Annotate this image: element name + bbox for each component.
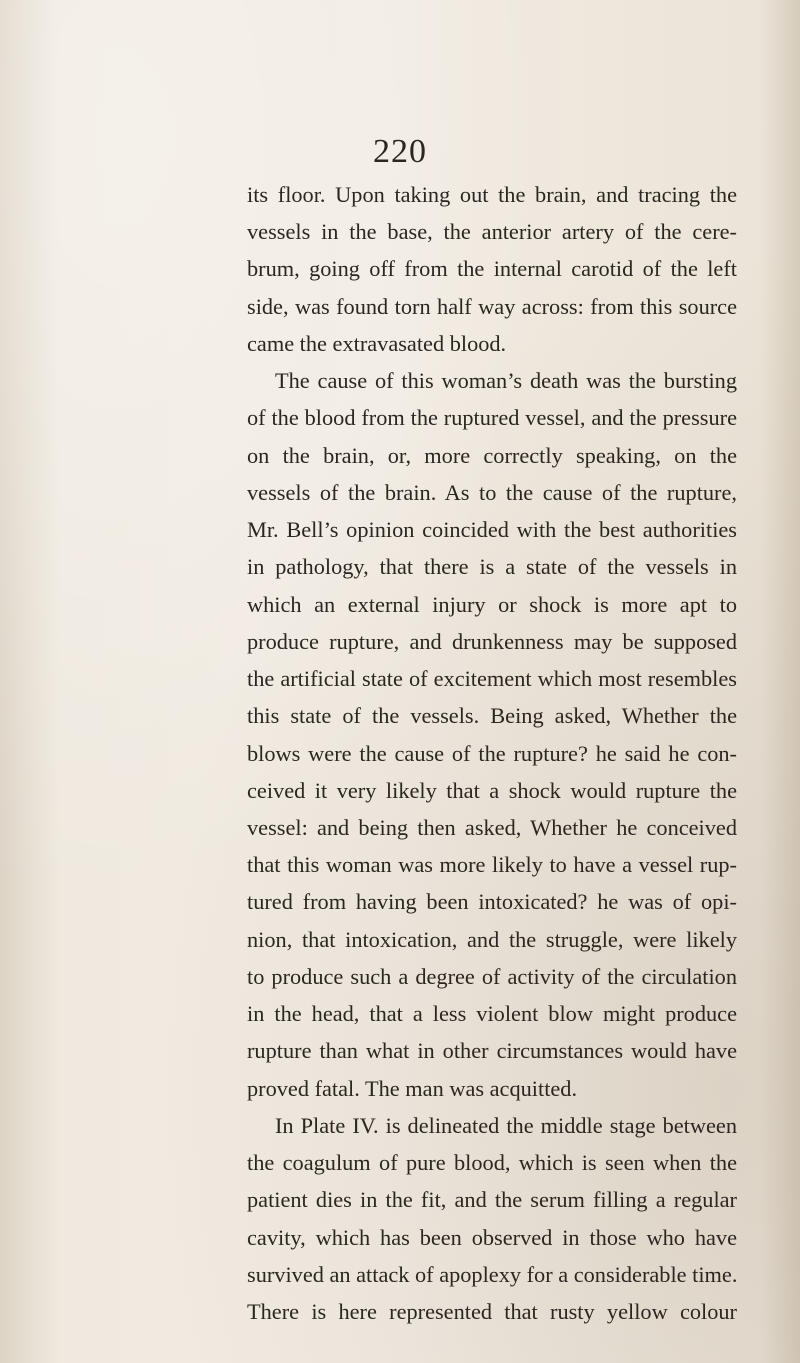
text-line: came the extravasated blood.	[247, 330, 507, 356]
text-line: brum, going off from the internal carotid of the left	[247, 256, 737, 282]
text-line: in pathology, that there is a state of the vessels in	[247, 554, 737, 580]
text-line: In Plate IV. is delineated the middle stage between	[275, 1112, 737, 1138]
text-line: to produce such a degree of activity of the circulation	[247, 963, 737, 989]
text-line: vessel: and being then asked, Whether he conceived	[247, 814, 737, 840]
text-line: on the brain, or, more correctly speaking, on the	[247, 442, 737, 468]
text-line: ceived it very likely that a shock would rupture the	[247, 777, 737, 803]
text-line: vessels in the base, the anterior artery of the cere-	[247, 219, 737, 245]
text-line: nion, that intoxication, and the struggle, were likely	[247, 926, 737, 952]
text-line: survived an attack of apoplexy for a considerable time.	[247, 1261, 738, 1287]
text-line: that this woman was more likely to have a vessel rup-	[247, 852, 737, 878]
text-line: The cause of this woman’s death was the bursting	[275, 368, 737, 394]
text-line: the artificial state of excitement which most resembles	[247, 666, 737, 692]
text-line: cavity, which has been observed in those who have	[247, 1224, 737, 1250]
text-line: this state of the vessels. Being asked, Whether the	[247, 703, 737, 729]
text-line: produce rupture, and drunkenness may be supposed	[247, 628, 737, 654]
text-line: There is here represented that rusty yellow colour	[247, 1299, 737, 1324]
text-line: in the head, that a less violent blow might produce	[247, 1001, 737, 1027]
text-line: the coagulum of pure blood, which is seen when the	[247, 1150, 737, 1176]
text-line: rupture than what in other circumstances would have	[247, 1038, 737, 1064]
text-line: tured from having been intoxicated? he was of opi-	[247, 889, 737, 915]
text-line: vessels of the brain. As to the cause of the rupture,	[247, 479, 737, 505]
text-line: Mr. Bell’s opinion coincided with the best authorities	[247, 517, 737, 543]
text-line: which an external injury or shock is more apt to	[247, 591, 737, 617]
page-number: 220	[373, 133, 427, 170]
text-line: side, was found torn half way across: from this source	[247, 293, 737, 319]
text-line: blows were the cause of the rupture? he said he con-	[247, 740, 737, 766]
text-line: proved fatal. The man was acquitted.	[247, 1075, 578, 1101]
text-line: of the blood from the ruptured vessel, and the pressure	[247, 405, 737, 431]
text-line: patient dies in the fit, and the serum filling a regular	[247, 1187, 737, 1213]
text-line: its floor. Upon taking out the brain, and tracing the	[247, 182, 737, 207]
